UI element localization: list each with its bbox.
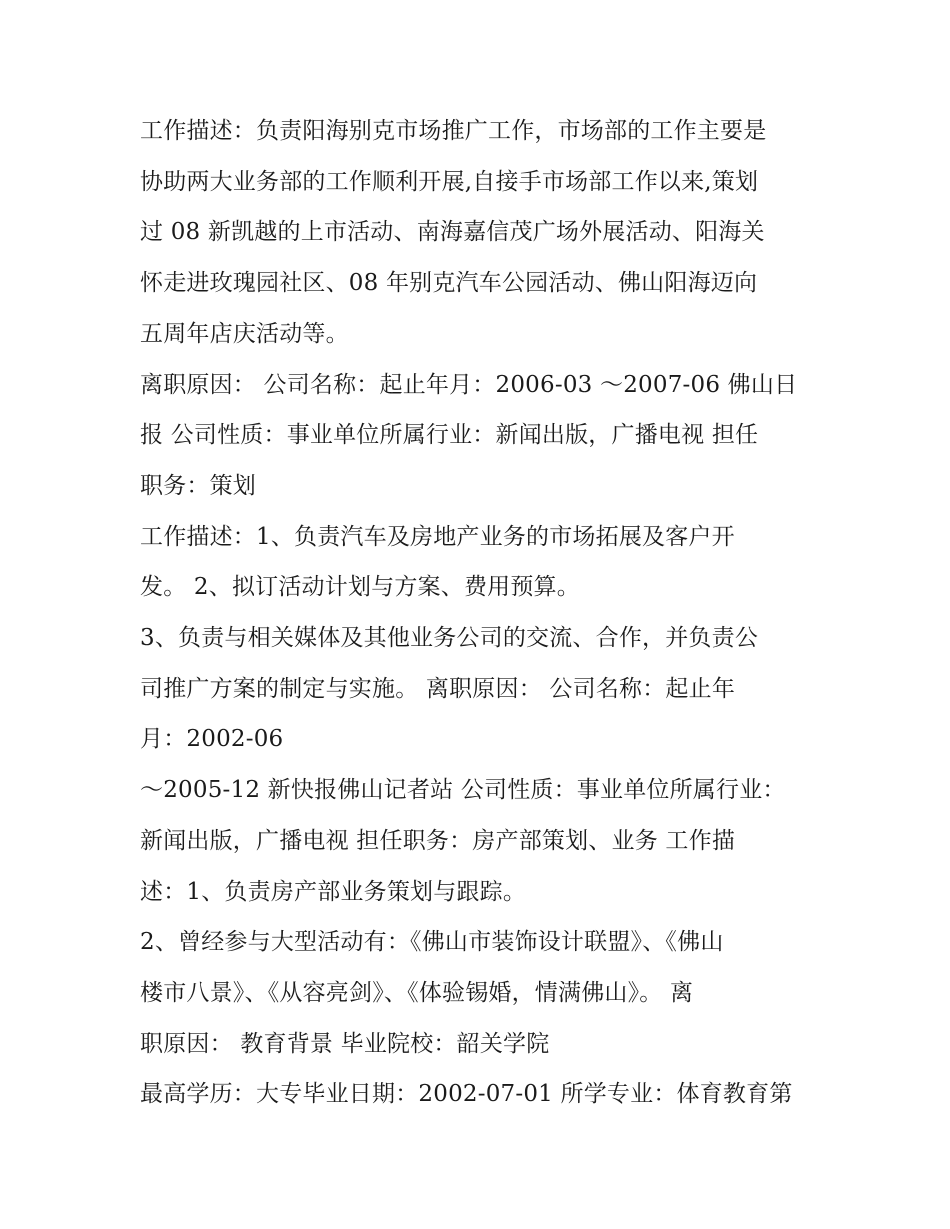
- text-line: 月：2002-06: [140, 726, 284, 753]
- text-line: 3、负责与相关媒体及其他业务公司的交流、合作，并负责公: [140, 625, 759, 652]
- text-line: 2、曾经参与大型活动有：《佛山市装饰设计联盟》、《佛山: [140, 929, 724, 956]
- text-line: 职原因： 教育背景 毕业院校：韶关学院: [140, 1030, 550, 1057]
- text-line: 离职原因： 公司名称：起止年月：2006-03 ～2007-06 佛山日: [140, 371, 798, 398]
- text-line: 最高学历：大专毕业日期：2002-07-01 所学专业：体育教育第: [140, 1081, 793, 1108]
- text-line: 职务：策划: [140, 472, 256, 499]
- text-line: 发。 2、拟订活动计划与方案、费用预算。: [140, 574, 580, 601]
- text-line: 楼市八景》、《从容亮剑》、《体验锡婚，情满佛山》。 离: [140, 979, 694, 1006]
- text-line: 工作描述：1、负责汽车及房地产业务的市场拓展及客户开: [140, 523, 735, 550]
- text-line: 过 08 新凯越的上市活动、南海嘉信茂广场外展活动、阳海关: [140, 219, 765, 246]
- text-line: 新闻出版，广播电视 担任职务：房产部策划、业务 工作描: [140, 827, 736, 854]
- text-line: 工作描述：负责阳海别克市场推广工作，市场部的工作主要是: [140, 118, 767, 144]
- text-line: ～2005-12 新快报佛山记者站 公司性质：事业单位所属行业：: [140, 777, 786, 804]
- text-line: 司推广方案的制定与实施。 离职原因： 公司名称：起止年: [140, 675, 736, 702]
- text-line: 五周年店庆活动等。: [140, 320, 349, 347]
- text-line: 述：1、负责房产部业务策划与跟踪。: [140, 878, 527, 905]
- text-line: 怀走进玫瑰园社区、08 年别克汽车公园活动、佛山阳海迈向: [140, 270, 758, 297]
- text-line: 报 公司性质：事业单位所属行业：新闻出版，广播电视 担任: [140, 422, 759, 449]
- document-body: [140, 106, 820, 1120]
- text-line: 协助两大业务部的工作顺利开展,自接手市场部工作以来,策划: [140, 168, 759, 195]
